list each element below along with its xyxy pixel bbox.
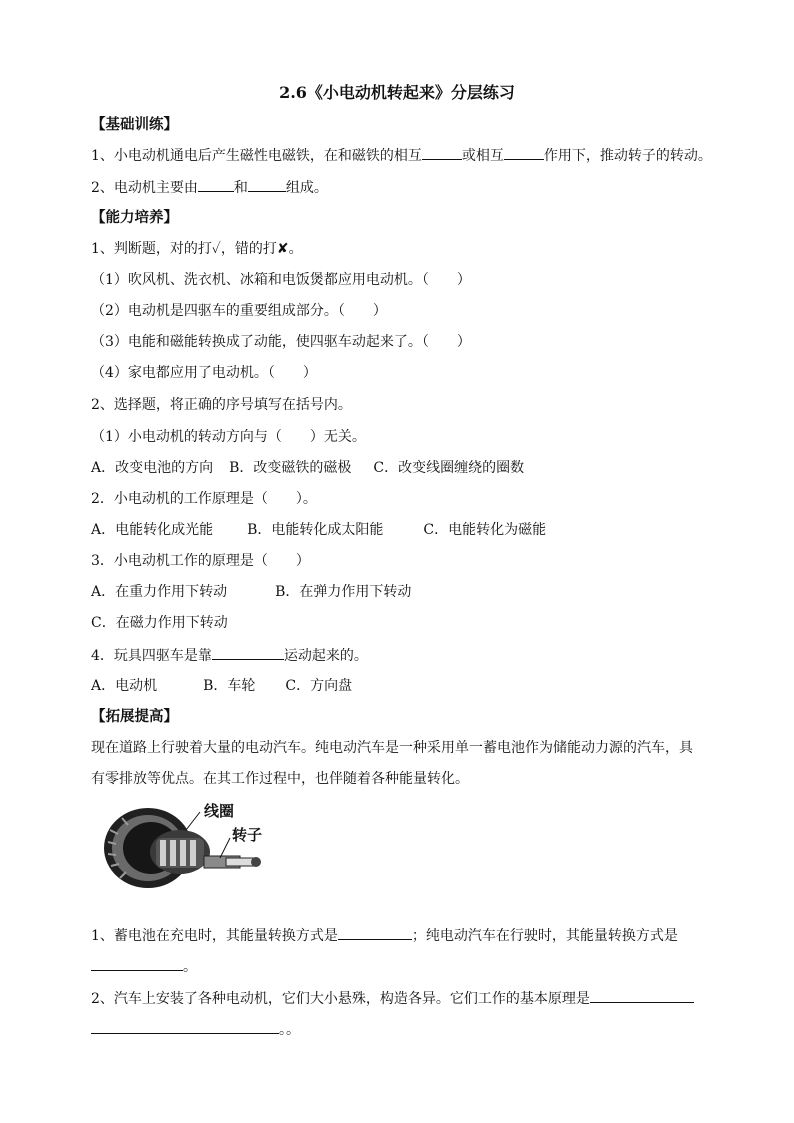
extend-question-1 — [91, 925, 678, 946]
choice-title: 2、选择题，将正确的序号填写在括号内。 — [91, 397, 352, 413]
basic-q1-text-a: 1、小电动机通电后产生磁性电磁铁，在和磁铁的相互 — [91, 148, 422, 164]
extend-q2-text-a: 2、汽车上安装了各种电动机，它们大小悬殊，构造各异。它们工作的基本原理是 — [91, 991, 590, 1007]
option-a: A．电动机 — [91, 678, 158, 694]
choice-4-text-a: 4．玩具四驱车是靠 — [91, 648, 212, 664]
extend-q1-text-c: 。 — [183, 959, 197, 975]
choice-4-question — [91, 645, 368, 666]
basic-q1-text-c: 作用下，推动转子的转动。 — [543, 148, 712, 164]
basic-q2-text-c: 组成。 — [285, 180, 328, 196]
extend-question-2-cont — [91, 1019, 300, 1040]
judge-item-1: （1）吹风机、洗衣机、冰箱和电饭煲都应用电动机。（ ） — [91, 272, 471, 288]
judge-title: 1、判断题，对的打✓，错的打✘。 — [91, 241, 303, 257]
choice-1-question: （1）小电动机的转动方向与（ ）无关。 — [91, 429, 366, 445]
answer-blank[interactable] — [422, 145, 462, 160]
judge-item-3: （3）电能和磁能转换成了动能，使四驱车动起来了。（ ） — [91, 334, 471, 350]
choice-3-options — [91, 582, 411, 602]
extend-q2-text-c: 。。 — [279, 1022, 300, 1038]
answer-blank[interactable] — [504, 145, 544, 160]
answer-blank[interactable] — [590, 988, 694, 1003]
answer-blank[interactable] — [198, 177, 234, 192]
choice-4-options — [91, 676, 352, 696]
extend-q1-text-b: ；纯电动汽车在行驶时，其能量转换方式是 — [411, 928, 678, 944]
option-c: C．改变线圈缠绕的圈数 — [373, 460, 525, 476]
choice-2-question: 2．小电动机的工作原理是（ ）。 — [91, 491, 317, 507]
judge-item-2: （2）电动机是四驱车的重要组成部分。（ ） — [91, 303, 387, 319]
section-heading-ability: 【能力培养】 — [91, 209, 178, 226]
choice-1-options — [91, 458, 524, 478]
answer-blank[interactable] — [248, 177, 286, 192]
extend-question-2 — [91, 988, 694, 1009]
motor-image — [96, 800, 271, 895]
extend-q1-text-a: 1、蓄电池在充电时，其能量转换方式是 — [91, 928, 338, 944]
extend-question-1-cont — [91, 956, 197, 977]
option-b: B．车轮 — [203, 678, 256, 694]
basic-q1-text-b: 或相互 — [461, 148, 504, 164]
basic-q2-text-b: 和 — [233, 180, 248, 196]
basic-question-2 — [91, 177, 328, 198]
answer-blank[interactable] — [91, 1019, 279, 1034]
label-rotor: 转子 — [232, 826, 263, 844]
answer-blank[interactable] — [212, 645, 284, 660]
basic-question-1 — [91, 145, 712, 166]
judge-item-4: （4）家电都应用了电动机。（ ） — [91, 365, 317, 381]
extend-paragraph: 现在道路上行驶着大量的电动汽车。纯电动汽车是一种采用单一蓄电池作为储能动力源的汽车，具有零排放等优点。在其工作过程中，也伴随着各种能量转化。 — [91, 740, 693, 787]
basic-q2-text-a: 2、电动机主要由 — [91, 180, 198, 196]
page-title: 2.6《小电动机转起来》分层练习 — [279, 83, 515, 102]
option-b: B．在弹力作用下转动 — [275, 584, 412, 600]
option-c: C．方向盘 — [285, 678, 353, 694]
answer-blank[interactable] — [91, 956, 183, 971]
choice-4-text-b: 运动起来的。 — [283, 648, 368, 664]
motor-illustration — [96, 800, 271, 895]
choice-3-option-c: C．在磁力作用下转动 — [91, 615, 228, 631]
label-coil: 线圈 — [204, 802, 235, 820]
section-heading-basic: 【基础训练】 — [91, 116, 178, 133]
option-a: A．电能转化成光能 — [91, 522, 214, 538]
option-c: C．电能转化为磁能 — [423, 522, 547, 538]
answer-blank[interactable] — [338, 925, 412, 940]
option-a: A．改变电池的方向 — [91, 460, 214, 476]
choice-3-question: 3．小电动机工作的原理是（ ） — [91, 553, 310, 569]
option-b: B．改变磁铁的磁极 — [229, 460, 352, 476]
section-heading-extend: 【拓展提高】 — [91, 708, 178, 725]
choice-2-options — [91, 520, 546, 540]
option-b: B．电能转化成太阳能 — [247, 522, 384, 538]
option-a: A．在重力作用下转动 — [91, 584, 228, 600]
